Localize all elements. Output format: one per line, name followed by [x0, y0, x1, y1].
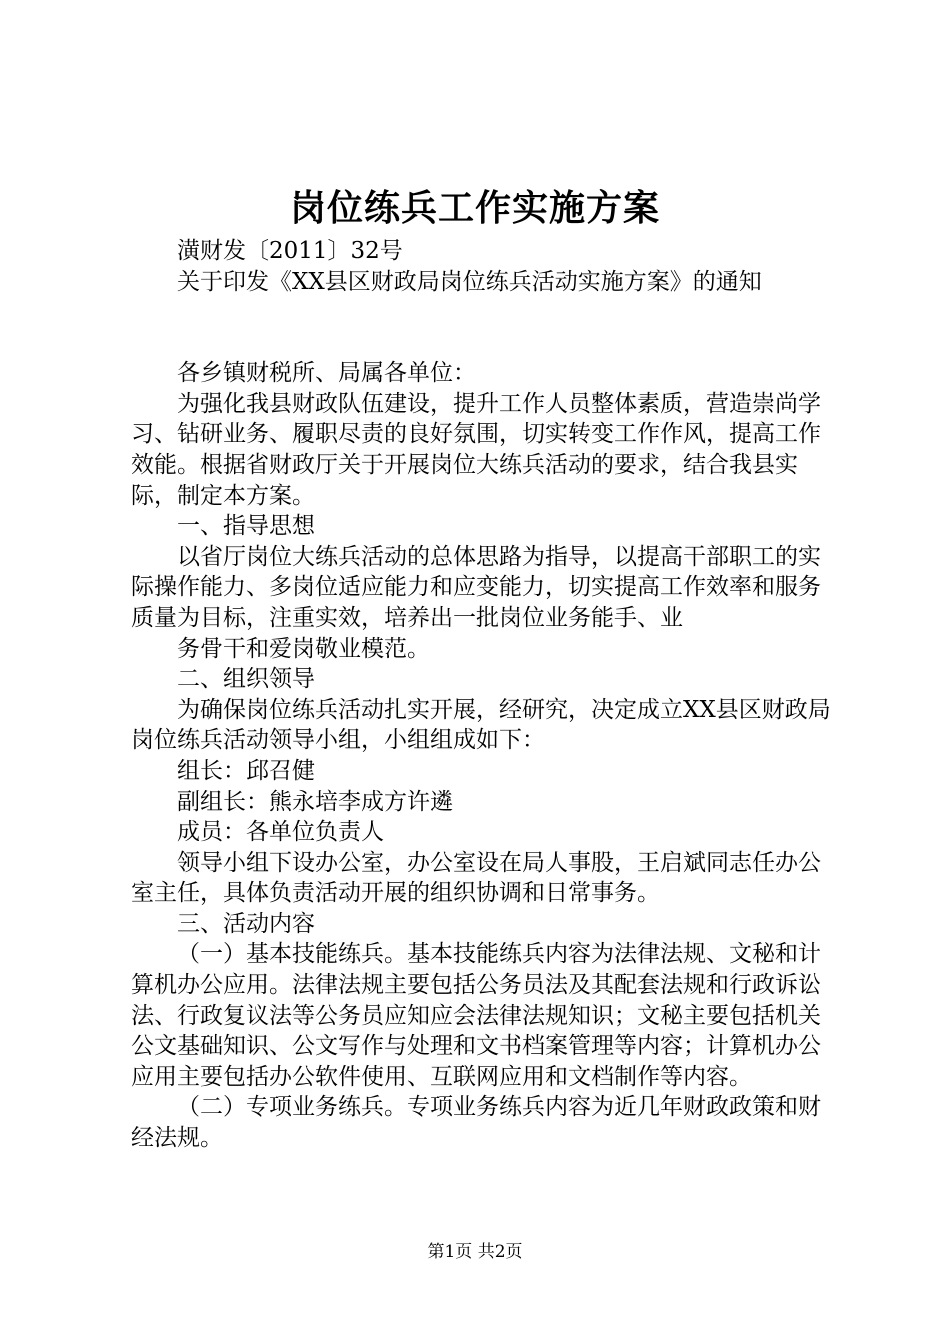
section-heading-2: 二、组织领导 — [177, 666, 315, 693]
office-paragraph: 领导小组下设办公室，办公室设在局人事股，王启斌同志任办公室主任，具体负责活动开展的组织协调和日常事务。 — [131, 849, 821, 907]
section-1-continuation: 务骨干和爱岗敬业模范。 — [177, 635, 430, 662]
page-number: 第1页 共2页 — [427, 1242, 523, 1262]
section-heading-3: 三、活动内容 — [177, 910, 315, 937]
doc-number: 潢财发〔2011〕32号 — [177, 238, 403, 264]
document-title: 岗位练兵工作实施方案 — [289, 187, 660, 229]
section-1-paragraph: 以省厅岗位大练兵活动的总体思路为指导，以提高干部职工的实际操作能力、多岗位适应能力和应变能力，切实提高工作效率和服务质量为目标，注重实效，培养出一批岗位业务能手、业 — [131, 543, 821, 631]
leader-line: 组长：邱召健 — [177, 757, 315, 784]
deputy-line: 副组长：熊永培李成方许遴 — [177, 788, 453, 815]
spacer — [131, 297, 831, 358]
section-heading-1: 一、指导思想 — [177, 513, 315, 540]
document-body — [131, 236, 831, 1154]
section-2-paragraph: 为确保岗位练兵活动扎实开展，经研究，决定成立XX县区财政局岗位练兵活动领导小组，小组组成如下： — [131, 696, 831, 754]
doc-subject: 关于印发《XX县区财政局岗位练兵活动实施方案》的通知 — [177, 268, 762, 295]
salutation: 各乡镇财税所、局属各单位： — [177, 360, 476, 387]
members-line: 成员：各单位负责人 — [177, 819, 384, 846]
intro-paragraph: 为强化我县财政队伍建设，提升工作人员整体素质，营造崇尚学习、钻研业务、履职尽责的良好氛围，切实转变工作作风，提高工作效能。根据省财政厅关于开展岗位大练兵活动的要求，结合我县实际，制定本方案。 — [131, 390, 821, 509]
page-footer — [0, 1240, 950, 1264]
item-2-paragraph: （二）专项业务练兵。专项业务练兵内容为近几年财政政策和财经法规。 — [131, 1094, 821, 1152]
item-1-paragraph: （一）基本技能练兵。基本技能练兵内容为法律法规、文秘和计算机办公应用。法律法规主要包括公务员法及其配套法规和行政诉讼法、行政复议法等公务员应知应会法律法规知识；文秘主要包括机关公文基础知识、公文写作与处理和文书档案管理等内容；计算机办公应用主要包括办公软件使用、互联网应用和文档制作等内容。 — [131, 941, 821, 1090]
